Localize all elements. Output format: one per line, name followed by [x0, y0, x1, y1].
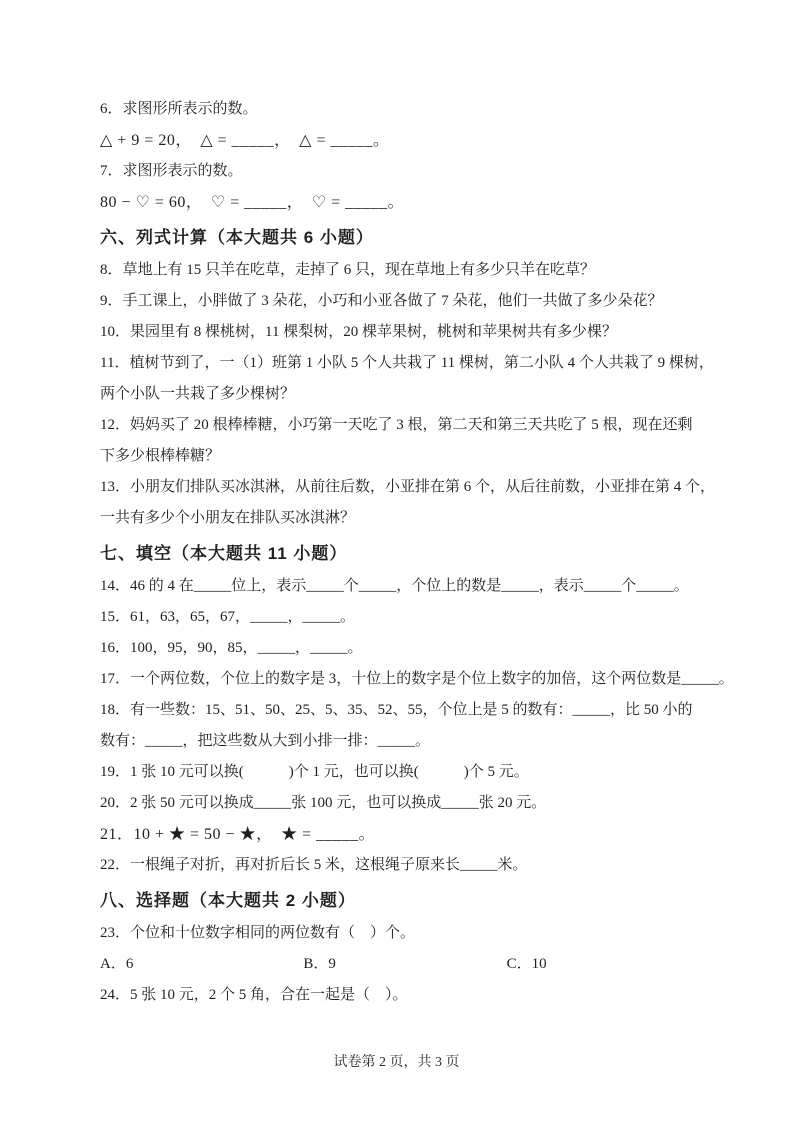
question-6-equation: △ + 9 = 20， △ = _____， △ = _____。	[100, 132, 390, 149]
question-13-line2: 一共有多少个小朋友在排队买冰淇淋？	[100, 510, 356, 526]
question-13-line1: 13．小朋友们排队买冰淇淋，从前往后数，小亚排在第 6 个，从后往前数，小亚排在第 4 个，	[100, 479, 716, 495]
question-22: 22．一根绳子对折，再对折后长 5 米，这根绳子原来长_____米。	[100, 857, 528, 873]
question-23-option-b: B．9	[303, 956, 336, 972]
question-12-line2: 下多少根棒棒糖？	[100, 448, 221, 464]
question-11-line2: 两个小队一共栽了多少棵树？	[100, 386, 296, 402]
question-24: 24．5 张 10 元，2 个 5 角，合在一起是（ ）。	[100, 987, 408, 1003]
question-21: 21．10 + ★ = 50 − ★， ★ = _____。	[100, 826, 376, 843]
question-7-prompt: 7．求图形表示的数。	[100, 163, 243, 179]
question-18-line1: 18．有一些数：15、51、50、25、5、35、52、55，个位上是 5 的数有：_____，比 50 小的	[100, 702, 693, 718]
question-14: 14．46 的 4 在_____位上，表示_____个_____，个位上的数是_____，表示_____个_____。	[100, 578, 689, 594]
question-23: 23．个位和十位数字相同的两位数有（ ）个。	[100, 925, 416, 941]
question-20: 20．2 张 50 元可以换成_____张 100 元，也可以换成_____张 20 元。	[100, 795, 547, 811]
question-8: 8．草地上有 15 只羊在吃草，走掉了 6 只，现在草地上有多少只羊在吃草？	[100, 262, 596, 278]
question-15: 15．61，63，65，67，_____，_____。	[100, 609, 356, 625]
question-7-equation: 80 − ♡ = 60， ♡ = _____， ♡ = _____。	[100, 194, 405, 211]
section-seven-heading: 七、填空（本大题共 11 小题）	[100, 544, 348, 563]
question-23-options	[100, 949, 710, 980]
question-6-prompt: 6．求图形所表示的数。	[100, 101, 258, 117]
question-23-option-c: C．10	[506, 956, 547, 972]
question-18-line2: 数有：_____，把这些数从大到小排一排：_____。	[100, 733, 431, 749]
question-23-option-a: A．6	[100, 956, 134, 972]
question-12-line1: 12．妈妈买了 20 根棒棒糖，小巧第一天吃了 3 根，第二天和第三天共吃了 5 根，现在还剩	[100, 417, 693, 433]
section-eight-heading: 八、选择题（本大题共 2 小题）	[100, 891, 356, 910]
question-17: 17．一个两位数，个位上的数字是 3，十位上的数字是个位上数字的加倍，这个两位数是_____。	[100, 671, 734, 687]
exam-content	[100, 94, 734, 1011]
question-11-line1: 11．植树节到了，一（1）班第 1 小队 5 个人共栽了 11 棵树，第二小队 4 个人共栽了 9 棵树，	[100, 355, 714, 371]
section-six-heading: 六、列式计算（本大题共 6 小题）	[100, 228, 374, 247]
question-10: 10．果园里有 8 棵桃树，11 棵梨树，20 棵苹果树，桃树和苹果树共有多少棵？	[100, 324, 617, 340]
question-9: 9．手工课上，小胖做了 3 朵花，小巧和小亚各做了 7 朵花，他们一共做了多少朵花？	[100, 293, 663, 309]
question-16: 16．100，95，90，85，_____，_____。	[100, 640, 363, 656]
page-footer: 试卷第 2 页，共 3 页	[333, 1055, 460, 1070]
question-19: 19．1 张 10 元可以换( )个 1 元，也可以换( )个 5 元。	[100, 764, 529, 780]
